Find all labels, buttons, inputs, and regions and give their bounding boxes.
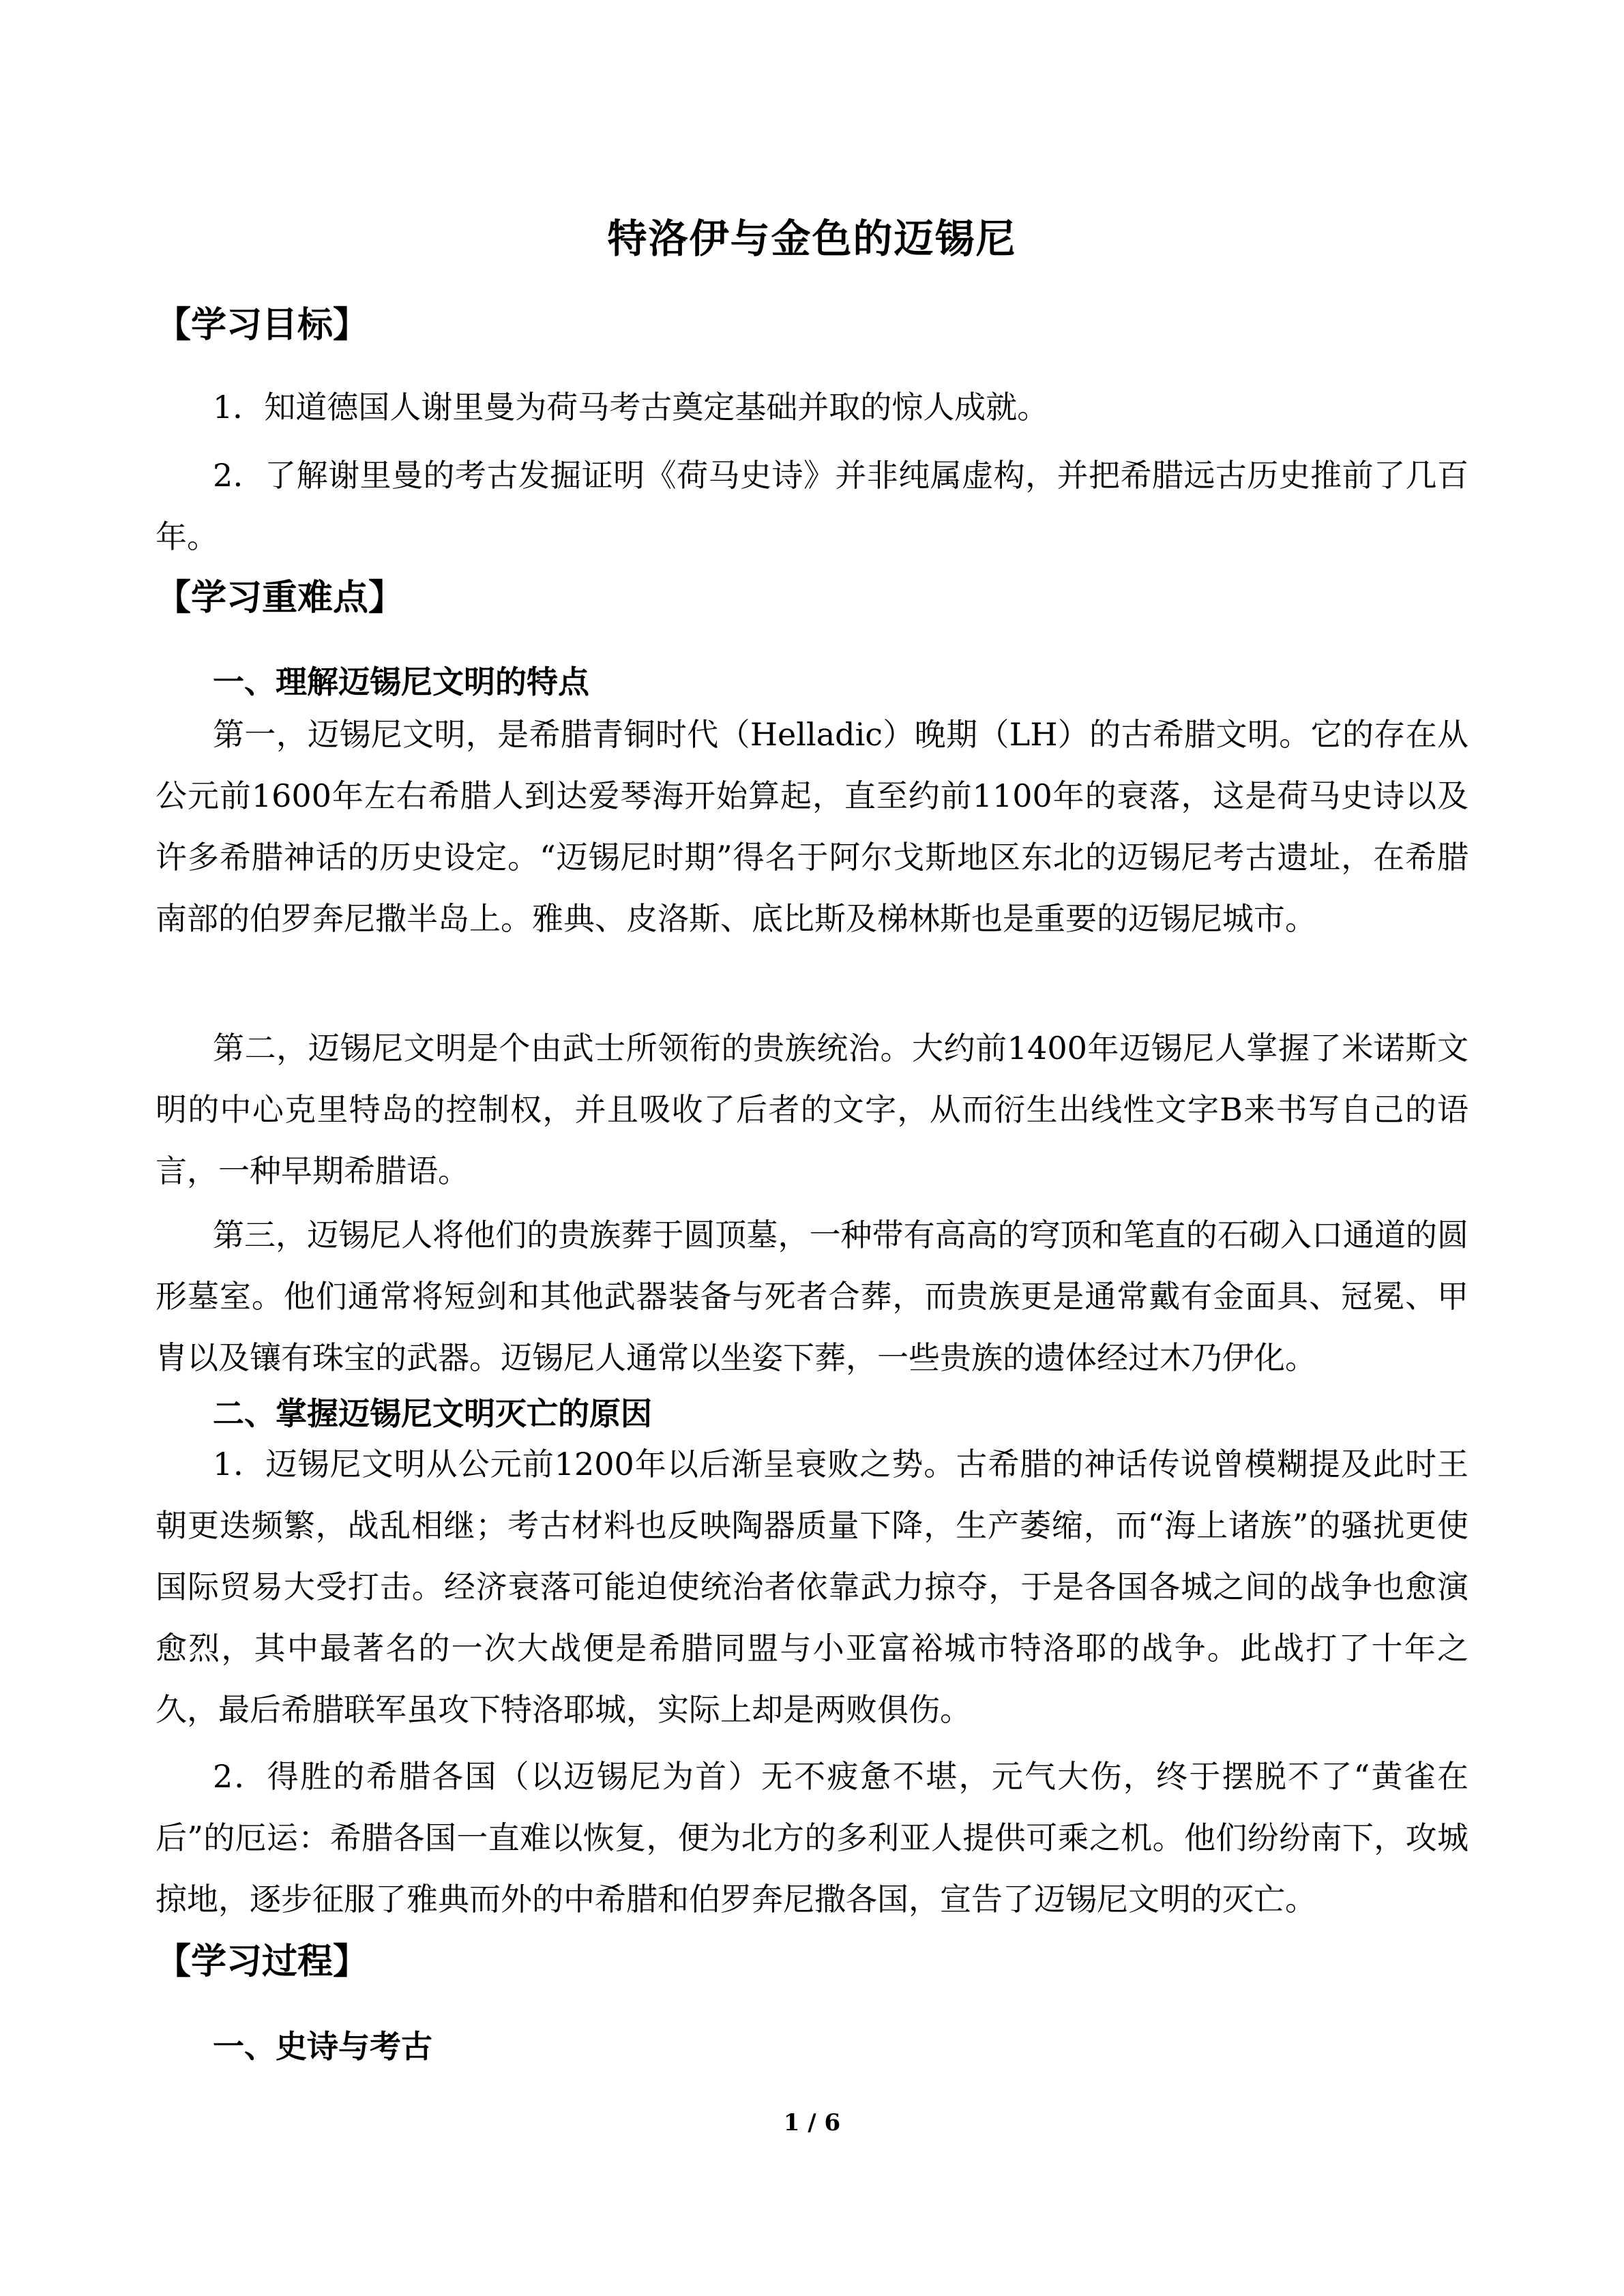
goal-item-1: 1．知道德国人谢里曼为荷马考古奠定基础并取的惊人成就。 [213,389,1049,426]
page-number: 1 / 6 [783,2109,841,2136]
document-title: 特洛伊与金色的迈锡尼 [607,215,1017,262]
subheading-civilization-features: 一、理解迈锡尼文明的特点 [213,664,589,700]
paragraph-feature-1: 第一，迈锡尼文明，是希腊青铜时代（Helladic）晚期（LH）的古希腊文明。它的存在从公元前1600年左右希腊人到达爱琴海开始算起，直至约前1100年的衰落，这是荷马史诗以及许多希腊神话的历史设定。“迈锡尼时期”得名于阿尔戈斯地区东北的迈锡尼考古遗址，在希腊南部的伯罗奔尼撒半岛上。雅典、皮洛斯、底比斯及梯林斯也是重要的迈锡尼城市。 [156,716,1468,937]
subheading-epic-archaeology: 一、史诗与考古 [213,2028,432,2065]
section-heading-process: 【学习过程】 [156,1941,369,1982]
section-heading-key-points: 【学习重难点】 [156,577,404,618]
paragraph-decline-2: 2．得胜的希腊各国（以迈锡尼为首）无不疲惫不堪，元气大伤，终于摆脱不了“黄雀在后”的厄运：希腊各国一直难以恢复，便为北方的多利亚人提供可乘之机。他们纷纷南下，攻城掠地，逐步征服了雅典而外的中希腊和伯罗奔尼撒各国，宣告了迈锡尼文明的灭亡。 [156,1758,1468,1918]
paragraph-feature-2: 第二，迈锡尼文明是个由武士所领衔的贵族统治。大约前1400年迈锡尼人掌握了米诺斯文明的中心克里特岛的控制权，并且吸收了后者的文字，从而衍生出线性文字B来书写自己的语言，一种早期希腊语。 [156,1030,1468,1189]
paragraph-decline-1: 1．迈锡尼文明从公元前1200年以后渐呈衰败之势。古希腊的神话传说曾模糊提及此时王朝更迭频繁，战乱相继；考古材料也反映陶器质量下降，生产萎缩，而“海上诸族”的骚扰更使国际贸易大受打击。经济衰落可能迫使统治者依靠武力掠夺，于是各国各城之间的战争也愈演愈烈，其中最著名的一次大战便是希腊同盟与小亚富裕城市特洛耶的战争。此战打了十年之久，最后希腊联军虽攻下特洛耶城，实际上却是两败俱伤。 [156,1446,1468,1728]
paragraph-feature-3: 第三，迈锡尼人将他们的贵族葬于圆顶墓，一种带有高高的穹顶和笔直的石砌入口通道的圆形墓室。他们通常将短剑和其他武器装备与死者合葬，而贵族更是通常戴有金面具、冠冕、甲胄以及镶有珠宝的武器。迈锡尼人通常以坐姿下葬，一些贵族的遗体经过木乃伊化。 [156,1217,1468,1376]
goal-item-2: 2．了解谢里曼的考古发掘证明《荷马史诗》并非纯属虚构，并把希腊远古历史推前了几百年。 [156,457,1468,555]
subheading-decline-reasons: 二、掌握迈锡尼文明灭亡的原因 [213,1395,652,1432]
section-heading-goals: 【学习目标】 [156,304,369,346]
